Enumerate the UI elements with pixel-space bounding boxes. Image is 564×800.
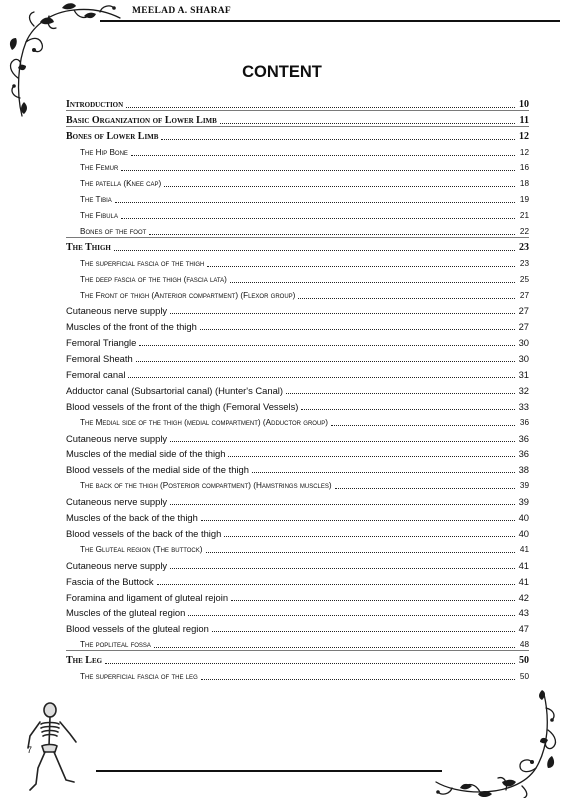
toc-entry-label: The Fibula	[80, 211, 118, 221]
dot-leader	[224, 536, 515, 537]
toc-entry-label: Muscles of the medial side of the thigh	[66, 448, 226, 460]
toc-entry[interactable]	[66, 110, 529, 126]
dot-leader	[201, 520, 515, 521]
dot-leader	[188, 615, 515, 616]
toc-entry-page: 40	[518, 527, 529, 539]
dot-leader	[126, 107, 515, 108]
dot-leader	[170, 313, 515, 314]
dot-leader	[115, 202, 515, 203]
header-rule	[100, 20, 560, 22]
toc-entry-label: Muscles of the back of the thigh	[66, 512, 198, 524]
toc-entry-page: 27	[518, 305, 529, 317]
toc-entry-page: 36	[518, 448, 529, 460]
toc-entry-label: Basic Organization of Lower Limb	[66, 114, 217, 126]
toc-entry-page: 25	[519, 274, 529, 284]
toc-entry-page: 27	[519, 290, 529, 300]
dot-leader	[200, 329, 515, 330]
toc-entry-label: Femoral canal	[66, 369, 126, 381]
toc-entry[interactable]	[66, 603, 529, 619]
toc-entry-label: Blood vessels of the front of the thigh (Femoral Vessels)	[66, 400, 299, 412]
dot-leader	[114, 250, 515, 251]
toc-entry[interactable]	[66, 332, 529, 348]
toc-entry-label: The Hip Bone	[80, 147, 128, 157]
toc-entry-page: 38	[518, 464, 529, 476]
toc-entry-label: The deep fascia of the thigh (fascia lata)	[80, 274, 227, 284]
toc-entry[interactable]	[66, 634, 529, 650]
dot-leader	[136, 361, 515, 362]
toc-entry[interactable]	[66, 650, 529, 666]
toc-entry[interactable]	[66, 444, 529, 460]
dot-leader	[212, 631, 515, 632]
toc-entry-label: The Leg	[66, 655, 103, 667]
toc-entry-label: Cutaneous nerve supply	[66, 305, 168, 317]
toc-entry-label: Fascia of the Buttock	[66, 575, 154, 587]
toc-entry-label: The Front of thigh (Anterior compartment) (Flexor group)	[80, 290, 296, 300]
toc-entry-label: Femoral Sheath	[66, 353, 133, 365]
toc-entry-page: 12	[519, 130, 529, 142]
toc-entry-page: 48	[519, 640, 529, 650]
toc-entry[interactable]	[66, 507, 529, 523]
dot-leader	[170, 504, 515, 505]
toc-entry[interactable]	[66, 555, 529, 571]
toc-entry-page: 10	[519, 98, 529, 110]
toc-entry-label: Bones of the foot	[80, 227, 147, 237]
toc-entry-label: Introduction	[66, 98, 124, 110]
toc-entry-page: 39	[518, 496, 529, 508]
dot-leader	[121, 218, 515, 219]
toc-entry-label: The superficial fascia of the leg	[80, 671, 198, 681]
toc-entry[interactable]	[66, 285, 529, 301]
dot-leader	[157, 584, 515, 585]
toc-entry-label: Foramina and ligament of gluteal rejoin	[66, 591, 229, 603]
dot-leader	[207, 266, 515, 267]
toc-entry[interactable]	[66, 316, 529, 332]
toc-entry-page: 41	[518, 559, 529, 571]
toc-entry-page: 27	[518, 321, 529, 333]
dot-leader	[286, 393, 515, 394]
dot-leader	[170, 441, 515, 442]
toc-entry-page: 11	[519, 114, 529, 126]
table-of-contents	[66, 94, 529, 682]
toc-entry-page: 36	[518, 432, 529, 444]
toc-entry-page: 33	[518, 400, 529, 412]
dot-leader	[230, 282, 515, 283]
dot-leader	[161, 139, 515, 140]
toc-entry-page: 50	[519, 655, 529, 667]
toc-entry[interactable]	[66, 618, 529, 634]
page-title: CONTENT	[242, 63, 322, 81]
toc-entry[interactable]	[66, 396, 529, 412]
toc-entry-page: 36	[519, 417, 529, 427]
toc-entry-page: 18	[519, 179, 529, 189]
dot-leader	[105, 663, 515, 664]
toc-entry[interactable]	[66, 221, 529, 237]
toc-entry[interactable]	[66, 94, 529, 110]
toc-entry-label: The Thigh	[66, 241, 111, 253]
dot-leader	[206, 552, 516, 553]
dot-leader	[331, 425, 515, 426]
toc-entry-page: 16	[519, 163, 529, 173]
toc-entry-page: 47	[518, 623, 529, 635]
toc-entry-page: 23	[519, 258, 529, 268]
toc-entry[interactable]	[66, 491, 529, 507]
toc-entry[interactable]	[66, 475, 529, 491]
toc-entry-page: 39	[519, 481, 529, 491]
toc-entry[interactable]	[66, 412, 529, 428]
toc-entry-page: 40	[518, 512, 529, 524]
floral-ornament-bottom-right	[432, 690, 562, 798]
toc-entry[interactable]	[66, 523, 529, 539]
toc-entry-page: 30	[518, 353, 529, 365]
toc-entry[interactable]	[66, 237, 529, 253]
dot-leader	[252, 472, 515, 473]
toc-entry-page: 31	[518, 369, 529, 381]
toc-entry-page: 12	[519, 147, 529, 157]
toc-entry[interactable]	[66, 666, 529, 682]
toc-entry-page: 23	[519, 241, 529, 253]
toc-entry-label: The patella (Knee cap)	[80, 179, 162, 189]
toc-entry-page: 32	[518, 384, 529, 396]
toc-entry[interactable]	[66, 459, 529, 475]
toc-entry-page: 30	[518, 337, 529, 349]
toc-entry-label: Blood vessels of the gluteal region	[66, 623, 209, 635]
toc-entry-label: The popliteal fossa	[80, 640, 151, 650]
dot-leader	[128, 377, 515, 378]
dot-leader	[149, 234, 515, 235]
toc-entry[interactable]	[66, 173, 529, 189]
toc-entry-label: Bones of Lower Limb	[66, 130, 159, 142]
toc-entry[interactable]	[66, 253, 529, 269]
dot-leader	[170, 568, 515, 569]
toc-entry-label: Adductor canal (Subsartorial canal) (Hunter's Canal)	[66, 384, 283, 396]
dot-leader	[131, 155, 515, 156]
toc-entry-label: Cutaneous nerve supply	[66, 432, 168, 444]
toc-entry[interactable]	[66, 348, 529, 364]
page-number: 7	[27, 745, 33, 755]
dot-leader	[201, 679, 515, 680]
toc-entry[interactable]	[66, 539, 529, 555]
toc-entry-page: 41	[519, 544, 529, 554]
dot-leader	[139, 345, 515, 346]
toc-entry[interactable]	[66, 380, 529, 396]
dot-leader	[154, 647, 515, 648]
author-header: MEELAD A. SHARAF	[132, 6, 232, 16]
toc-entry-label: The Tibia	[80, 195, 112, 205]
toc-entry[interactable]	[66, 142, 529, 158]
toc-entry-page: 19	[519, 195, 529, 205]
toc-entry[interactable]	[66, 587, 529, 603]
toc-entry[interactable]	[66, 364, 529, 380]
toc-entry-page: 43	[518, 607, 529, 619]
toc-entry-page: 21	[519, 211, 529, 221]
dot-leader	[164, 186, 515, 187]
dot-leader	[228, 456, 515, 457]
toc-entry-page: 50	[519, 671, 529, 681]
dot-leader	[301, 409, 515, 410]
toc-entry-label: Cutaneous nerve supply	[66, 559, 168, 571]
toc-entry[interactable]	[66, 158, 529, 174]
toc-entry-label: Muscles of the gluteal region	[66, 607, 186, 619]
toc-entry-label: The back of the thigh (Posterior compartment) (Hamstrings muscles)	[80, 481, 332, 491]
toc-entry-label: The Gluteal region (The buttock)	[80, 544, 203, 554]
dot-leader	[335, 488, 515, 489]
dot-leader	[231, 600, 515, 601]
toc-entry[interactable]	[66, 126, 529, 142]
toc-entry[interactable]	[66, 301, 529, 317]
toc-entry-label: The superficial fascia of the thigh	[80, 258, 205, 268]
toc-entry-label: Blood vessels of the back of the thigh	[66, 527, 222, 539]
toc-entry-page: 22	[519, 227, 529, 237]
toc-entry[interactable]	[66, 205, 529, 221]
toc-entry-page: 41	[518, 575, 529, 587]
toc-entry-label: The Femur	[80, 163, 119, 173]
toc-entry-label: Muscles of the front of the thigh	[66, 321, 197, 333]
toc-entry[interactable]	[66, 428, 529, 444]
toc-entry-label: The Medial side of the thigh (medial compartment) (Adductor group)	[80, 417, 329, 427]
footer-rule	[96, 770, 442, 772]
toc-entry[interactable]	[66, 269, 529, 285]
dot-leader	[298, 298, 515, 299]
dot-leader	[220, 123, 515, 124]
toc-entry-label: Femoral Triangle	[66, 337, 137, 349]
toc-entry-label: Blood vessels of the medial side of the thigh	[66, 464, 249, 476]
toc-entry-page: 42	[518, 591, 529, 603]
toc-entry-label: Cutaneous nerve supply	[66, 496, 168, 508]
toc-entry[interactable]	[66, 189, 529, 205]
dot-leader	[121, 170, 515, 171]
toc-entry[interactable]	[66, 571, 529, 587]
